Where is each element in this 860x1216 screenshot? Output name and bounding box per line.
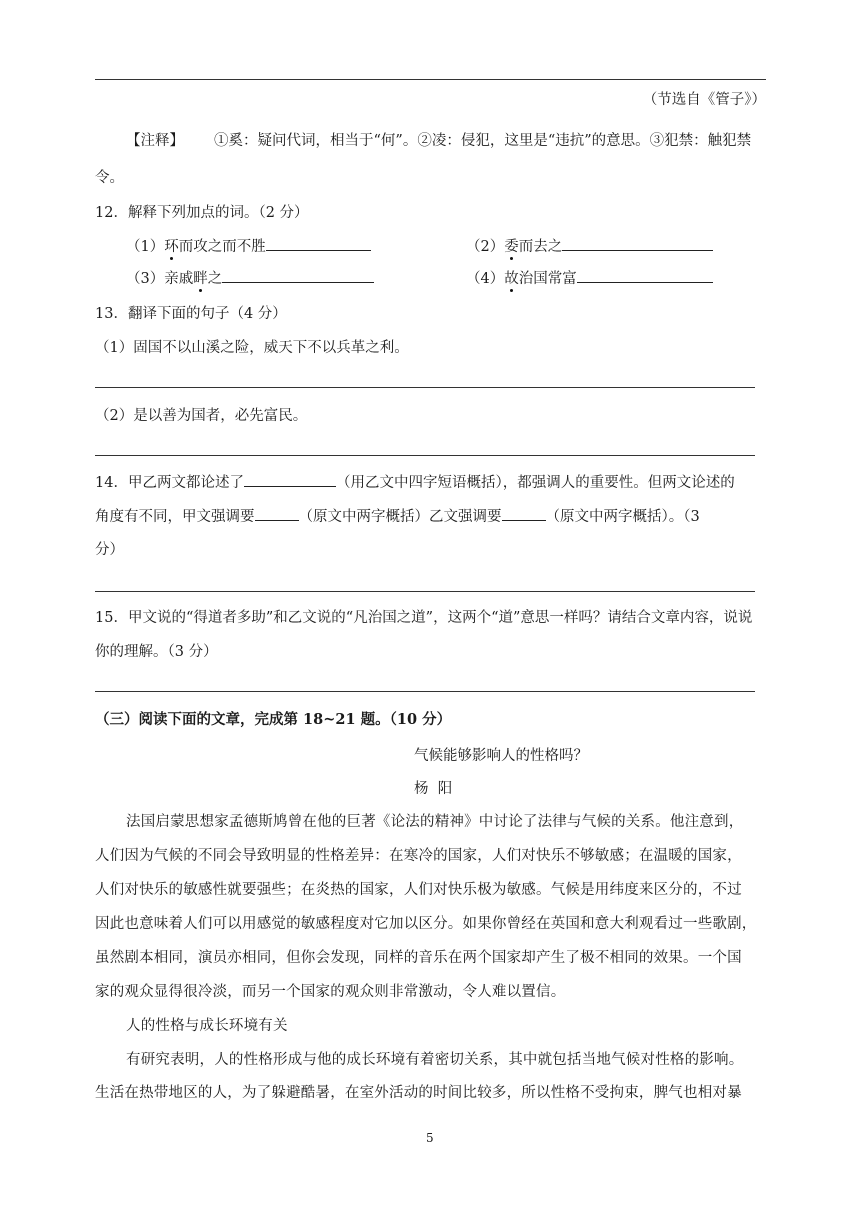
- para1-line-1: 法国启蒙思想家孟德斯鸠曾在他的巨著《论法的精神》中讨论了法律与气候的关系。他注意到，: [126, 814, 744, 830]
- q13-answer-line-1[interactable]: [95, 387, 755, 388]
- q12-item-3: [126, 268, 374, 289]
- notes-line-1: ①奚：疑问代词，相当于“何”。②凌：侵犯，这里是“违抗”的意思。③犯禁：触犯禁: [214, 133, 752, 149]
- para1-line-2: 人们因为气候的不同会导致明显的性格差异：在寒冷的国家，人们对快乐不够敏感；在温暖的国家，: [95, 848, 742, 864]
- q12-item-4-blank[interactable]: [577, 268, 713, 283]
- q14-text-2c: （原文中两字概括）。（3: [545, 509, 700, 525]
- notes-line-2: 令。: [95, 170, 124, 186]
- q12-item-2: [466, 236, 713, 257]
- q14-line-2: [95, 506, 700, 527]
- q12-item-1-pre: （1）: [126, 239, 165, 255]
- q12-item-1-dotted-word: 环: [164, 239, 179, 255]
- section-3-heading: （三）阅读下面的文章，完成第 18~21 题。（10 分）: [95, 711, 452, 728]
- q14-blank-3[interactable]: [502, 506, 546, 521]
- q12-item-3-blank[interactable]: [222, 268, 374, 283]
- q14-text-2b: （原文中两字概括）乙文强调要: [298, 509, 502, 525]
- q14-text-1a: 14．甲乙两文都论述了: [95, 475, 244, 491]
- q12-item-4-post: 治国常富: [518, 271, 577, 287]
- q12-item-3-post: 之: [207, 271, 223, 287]
- page-number: 5: [426, 1131, 434, 1145]
- source-citation: （节选自《管子》）: [642, 92, 766, 108]
- question-13-title: 13．翻译下面的句子（4 分）: [95, 306, 287, 322]
- q14-blank-1[interactable]: [244, 472, 336, 487]
- q12-item-3-dotted-word: 畔: [193, 271, 208, 287]
- q14-text-2a: 角度有不同，甲文强调要: [95, 509, 255, 525]
- q14-answer-line[interactable]: [95, 591, 755, 592]
- q14-line-3: 分）: [95, 542, 124, 558]
- para2-line-2: 生活在热带地区的人，为了躲避酷暑，在室外活动的时间比较多，所以性格不受拘束，脾气也相对暴: [95, 1085, 742, 1101]
- q14-line-1: [95, 472, 735, 493]
- top-rule: [95, 79, 766, 80]
- q13-sentence-1: （1）固国不以山溪之险，威天下不以兵革之利。: [95, 340, 409, 356]
- q12-item-1: [126, 236, 371, 257]
- para1-line-6: 家的观众显得很冷淡，而另一个国家的观众则非常激动，令人难以置信。: [95, 984, 566, 1000]
- para1-line-4: 因此也意味着人们可以用感觉的敏感程度对它加以区分。如果你曾经在英国和意大利观看过一些歌剧，: [95, 916, 757, 932]
- para1-line-5: 虽然剧本相同，演员亦相同，但你会发现，同样的音乐在两个国家却产生了极不相同的效果。一个国: [95, 950, 742, 966]
- q12-item-2-pre: （2）: [466, 239, 505, 255]
- q15-answer-line[interactable]: [95, 691, 755, 692]
- q12-item-4-pre: （4）: [466, 271, 505, 287]
- q12-item-2-post: 而去之: [518, 239, 563, 255]
- q12-item-4-dotted-word: 故: [504, 271, 519, 287]
- q12-item-2-dotted-word: 委: [504, 239, 519, 255]
- q13-answer-line-2[interactable]: [95, 455, 755, 456]
- notes-label: 【注释】: [126, 133, 184, 149]
- q13-sentence-2: （2）是以善为国者，必先富民。: [95, 408, 308, 424]
- para2-line-1: 有研究表明，人的性格形成与他的成长环境有着密切关系，其中就包括当地气候对性格的影响。: [126, 1052, 744, 1068]
- q14-blank-2[interactable]: [255, 506, 299, 521]
- q12-item-3-pre: （3）亲戚: [126, 271, 194, 287]
- subheading: 人的性格与成长环境有关: [126, 1018, 288, 1034]
- q14-text-1b: （用乙文中四字短语概括），都强调人的重要性。但两文论述的: [335, 475, 735, 491]
- question-12-title: 12．解释下列加点的词。（2 分）: [95, 205, 309, 221]
- article-author: 杨 阳: [414, 781, 453, 797]
- article-title: 气候能够影响人的性格吗？: [414, 748, 588, 764]
- q12-item-2-blank[interactable]: [562, 236, 713, 251]
- q15-line-2: 你的理解。（3 分）: [95, 644, 218, 660]
- q12-item-1-post: 而攻之而不胜: [178, 239, 266, 255]
- q12-item-4: [466, 268, 713, 289]
- q12-item-1-blank[interactable]: [266, 236, 371, 251]
- q15-line-1: 15．甲文说的“得道者多助”和乙文说的“凡治国之道”，这两个“道”意思一样吗？请结合文章内容，说说: [95, 610, 753, 626]
- para1-line-3: 人们对快乐的敏感性就要强些；在炎热的国家，人们对快乐极为敏感。气候是用纬度来区分的，不过: [95, 882, 742, 898]
